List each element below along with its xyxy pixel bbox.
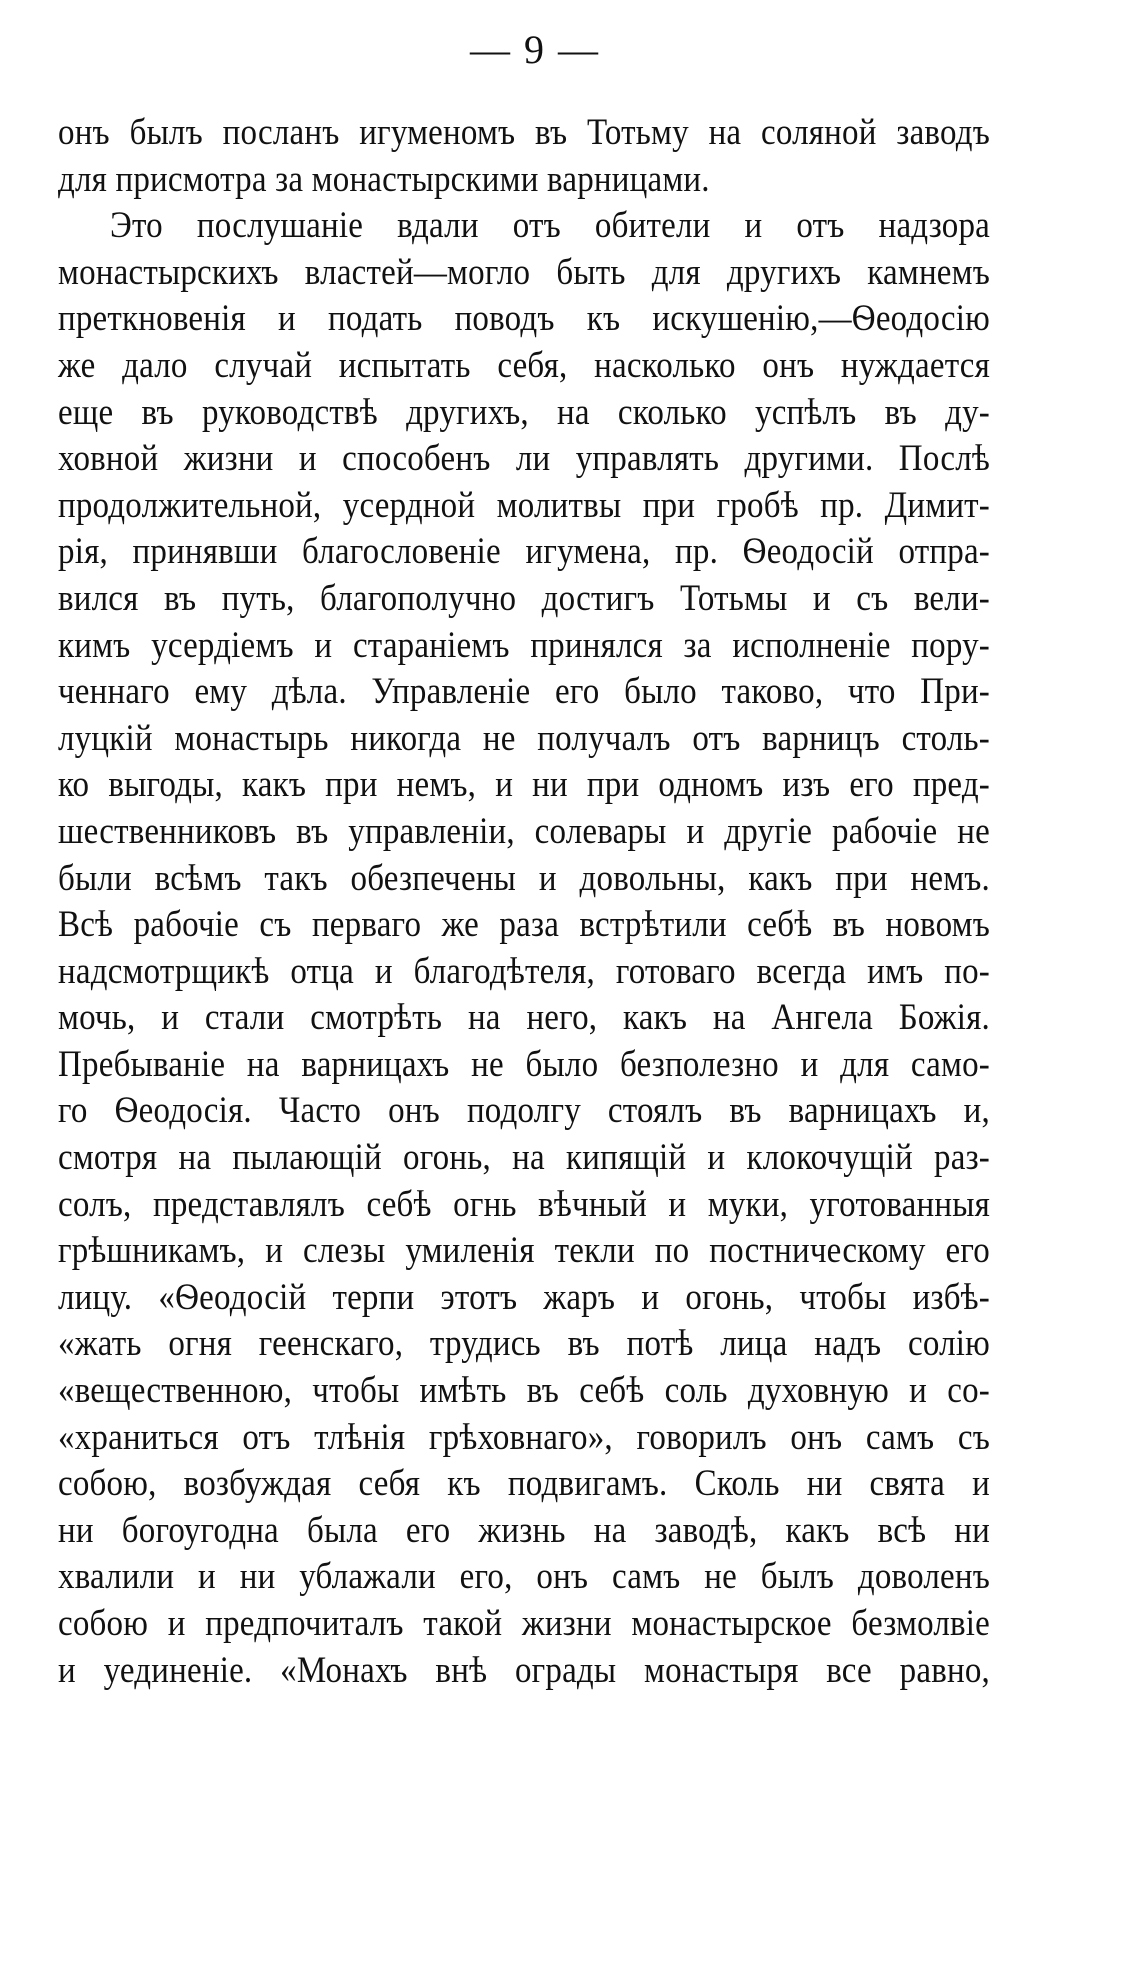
text-line: ховной жизни и способенъ ли управлять другими. Послѣ [58,438,990,480]
text-line: продолжительной, усердной молитвы при гробѣ пр. Димит- [58,485,990,526]
text-line: Пребываніе на варницахъ не было безполезно и для само- [58,1044,990,1085]
text-line: Это послушаніе вдали отъ обители и отъ надзора [110,205,990,247]
text-line: преткновенія и подать поводъ къ искушенію,—Ѳеодосію [58,299,990,340]
text-line: были всѣмъ такъ обезпечены и довольны, какъ при немъ. [58,858,990,899]
text-line: собою и предпочиталъ такой жизни монастырское безмолвіе [58,1603,990,1645]
text-line: солъ, представлялъ себѣ огнь вѣчный и муки, уготованныя [58,1184,990,1225]
text-line: рія, принявши благословеніе игумена, пр. Ѳеодосій отпра- [58,532,990,573]
text-line: онъ былъ посланъ игуменомъ въ Тотьму на соляной заводъ [58,112,990,154]
text-line: ни богоугодна была его жизнь на заводѣ, какъ всѣ ни [58,1510,990,1551]
text-line: ченнаго ему дѣла. Управленіе его было таково, что При- [58,671,990,713]
text-line: мочь, и стали смотрѣть на него, какъ на Ангела Божія. [58,998,990,1039]
text-line: и уединеніе. «Монахъ внѣ ограды монастыря все равно, [58,1650,990,1691]
text-line: Всѣ рабочіе съ перваго же раза встрѣтили себѣ въ новомъ [58,904,990,946]
text-line: собою, возбуждая себя къ подвигамъ. Сколь ни свята и [58,1464,990,1505]
text-line: лицу. «Ѳеодосій терпи этотъ жаръ и огонь, чтобы избѣ- [58,1277,990,1318]
text-line: кимъ усердіемъ и стараніемъ принялся за исполненіе пору- [58,625,990,666]
body-text [58,110,990,1694]
text-line: «храниться отъ тлѣнія грѣховнаго», говорилъ онъ самъ съ [58,1417,990,1458]
text-line: вился въ путь, благополучно достигъ Тотьмы и съ вели- [58,578,990,620]
text-line: «вещественною, чтобы имѣть въ себѣ соль духовную и со- [58,1370,990,1412]
text-line: шественниковъ въ управленіи, солевары и другіе рабочіе не [58,811,990,853]
text-line: монастырскихъ властей—могло быть для другихъ камнемъ [58,252,990,293]
page-number: — 9 — [470,27,600,72]
text-line: для присмотра за монастырскими варницами. [58,159,710,200]
text-line: грѣшникамъ, и слезы умиленія текли по постническому его [58,1231,990,1272]
text-line: хвалили и ни ублажали его, онъ самъ не былъ доволенъ [58,1557,990,1598]
text-line: же дало случай испытать себя, насколько онъ нуждается [58,345,990,387]
text-line: смотря на пылающій огонь, на кипящій и клокочущій раз- [58,1137,990,1179]
text-line: ко выгоды, какъ при немъ, и ни при одномъ изъ его пред- [58,765,990,806]
text-line: еще въ руководствѣ другихъ, на сколько успѣлъ въ ду- [58,392,990,433]
text-line: луцкій монастырь никогда не получалъ отъ варницъ столь- [58,718,990,759]
text-line: «жать огня геенскаго, трудись въ потѣ лица надъ солію [58,1324,990,1365]
text-line: надсмотрщикѣ отца и благодѣтеля, готоваго всегда имъ по- [58,951,990,992]
text-line: го Ѳеодосія. Часто онъ подолгу стоялъ въ варницахъ и, [58,1091,990,1132]
